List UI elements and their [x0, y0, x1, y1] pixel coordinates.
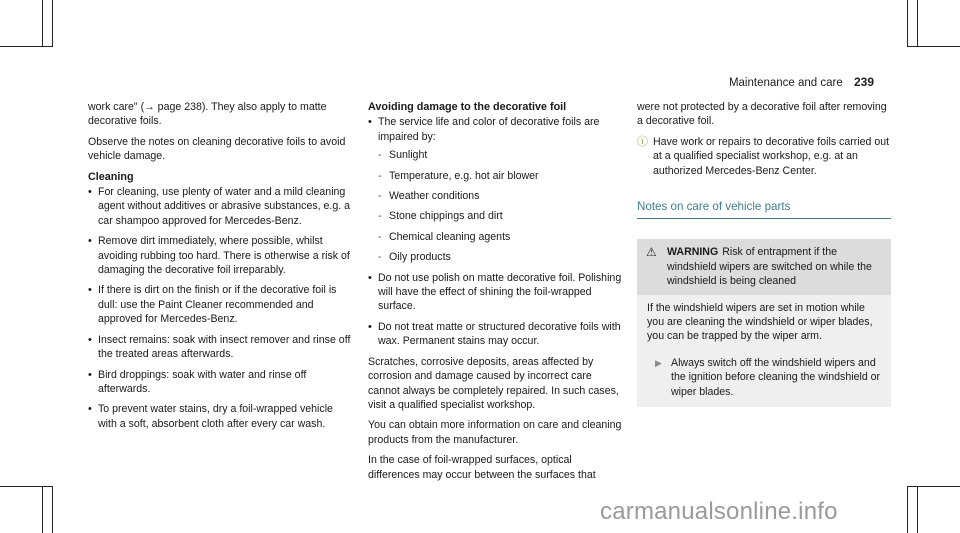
impairment-list [378, 148, 622, 264]
list-item: • If there is dirt on the finish or if the decorative foil is dull: use the Paint Cleaner recommended and approved for Mercedes-Benz. [88, 283, 354, 326]
info-text: You can obtain more information on care and cleaning products from the manufacturer. [368, 419, 622, 446]
section-name: Maintenance and care [728, 77, 843, 89]
right-column [637, 100, 891, 407]
dash-item: - Stone chippings and dirt [378, 209, 622, 223]
optical-diff-text: In the case of foil-wrapped surfaces, optical differences may occur between the surfaces that [368, 454, 596, 481]
list-item: • Do not treat matte or structured decorative foils with wax. Permanent stains may occur. [368, 320, 622, 349]
crop-mark [52, 486, 53, 533]
warning-label: WARNING [667, 246, 719, 259]
list-item: • Bird droppings: soak with water and rinse off afterwards. [88, 368, 354, 397]
dash-item: - Temperature, e.g. hot air blower [378, 169, 622, 183]
info-icon: ⓘ [637, 135, 648, 148]
note [637, 135, 891, 178]
avoid-damage-heading: Avoiding damage to the decorative foil [368, 101, 567, 113]
avoid-damage-list [368, 115, 622, 348]
list-item: • Do not use polish on matte decorative foil. Polishing will have the effect of shining the foil-wrapped surface. [368, 271, 622, 314]
cleaning-heading: Cleaning [88, 170, 134, 183]
dash-item: - Oily products [378, 250, 622, 264]
list-item: • Insect remains: soak with insect remover and rinse off the treated areas afterwards. [88, 333, 354, 362]
crop-mark [917, 486, 918, 533]
crop-mark [42, 486, 43, 533]
warning-action [647, 356, 881, 399]
note-text: Have work or repairs to decorative foils carried out at a qualified specialist workshop, e.g. at an authorized Mercedes-Benz Center. [653, 135, 890, 177]
crop-mark [0, 486, 53, 487]
scratches-text: Scratches, corrosive deposits, areas affected by corrosion and damage caused by incorrect care cannot always be completely repaired. In such cases, visit a qualified specialist workshop. [368, 355, 619, 411]
arrow-right-icon: ▶ [655, 357, 662, 368]
crop-mark [917, 0, 918, 46]
list-item: • To prevent water stains, dry a foil-wrapped vehicle with a soft, absorbent cloth after every car wash. [88, 402, 354, 431]
warning-headline: Risk of entrapment if the windshield wipers are switched on while the windshield is being cleaned [667, 246, 872, 288]
dash-item: - Sunlight [378, 148, 622, 162]
cleaning-list [88, 185, 354, 431]
crop-mark [52, 0, 53, 46]
crop-mark [0, 46, 53, 47]
crop-mark [907, 46, 960, 47]
crop-mark [907, 0, 908, 46]
warning-action-text: Always switch off the windshield wipers and the ignition before cleaning the windshield or wiper blades. [671, 356, 881, 398]
section-title: Notes on care of vehicle parts [637, 200, 891, 219]
crop-mark [42, 0, 43, 46]
dash-item: - Chemical cleaning agents [378, 230, 622, 244]
warning-text: If the windshield wipers are set in motion while you are cleaning the windshield or wiper blades, you can be trapped by the wiper arm. [647, 301, 873, 343]
left-column [88, 100, 354, 437]
warning-triangle-icon: ⚠ [646, 245, 657, 260]
dash-item: - Weather conditions [378, 189, 622, 203]
watermark: carmanualsonline.info [600, 498, 838, 525]
intro-text: work care" (→ page 238). They also apply to matte decorative foils. [88, 101, 327, 128]
continued-text: were not protected by a decorative foil after removing a decorative foil. [637, 101, 887, 128]
middle-column [368, 100, 622, 488]
warning-box [637, 239, 891, 407]
list-item-text: The service life and color of decorative foils are impaired by: [378, 116, 600, 143]
crop-mark [907, 486, 960, 487]
list-item: • Remove dirt immediately, where possible, whilst avoiding rubbing too hard. There is otherwise a risk of damaging the decorative foil irreparably. [88, 234, 354, 277]
warning-body [637, 295, 891, 407]
page-header [729, 75, 874, 89]
observe-text: Observe the notes on cleaning decorative foils to avoid vehicle damage. [88, 135, 346, 163]
crop-mark [907, 486, 908, 533]
page-number: 239 [853, 75, 874, 89]
list-item: • For cleaning, use plenty of water and a mild cleaning agent without additives or abrasive substances, e.g. a car shampoo approved for Mercedes-Benz. [88, 185, 354, 228]
list-item [368, 115, 622, 264]
warning-header [637, 239, 891, 294]
